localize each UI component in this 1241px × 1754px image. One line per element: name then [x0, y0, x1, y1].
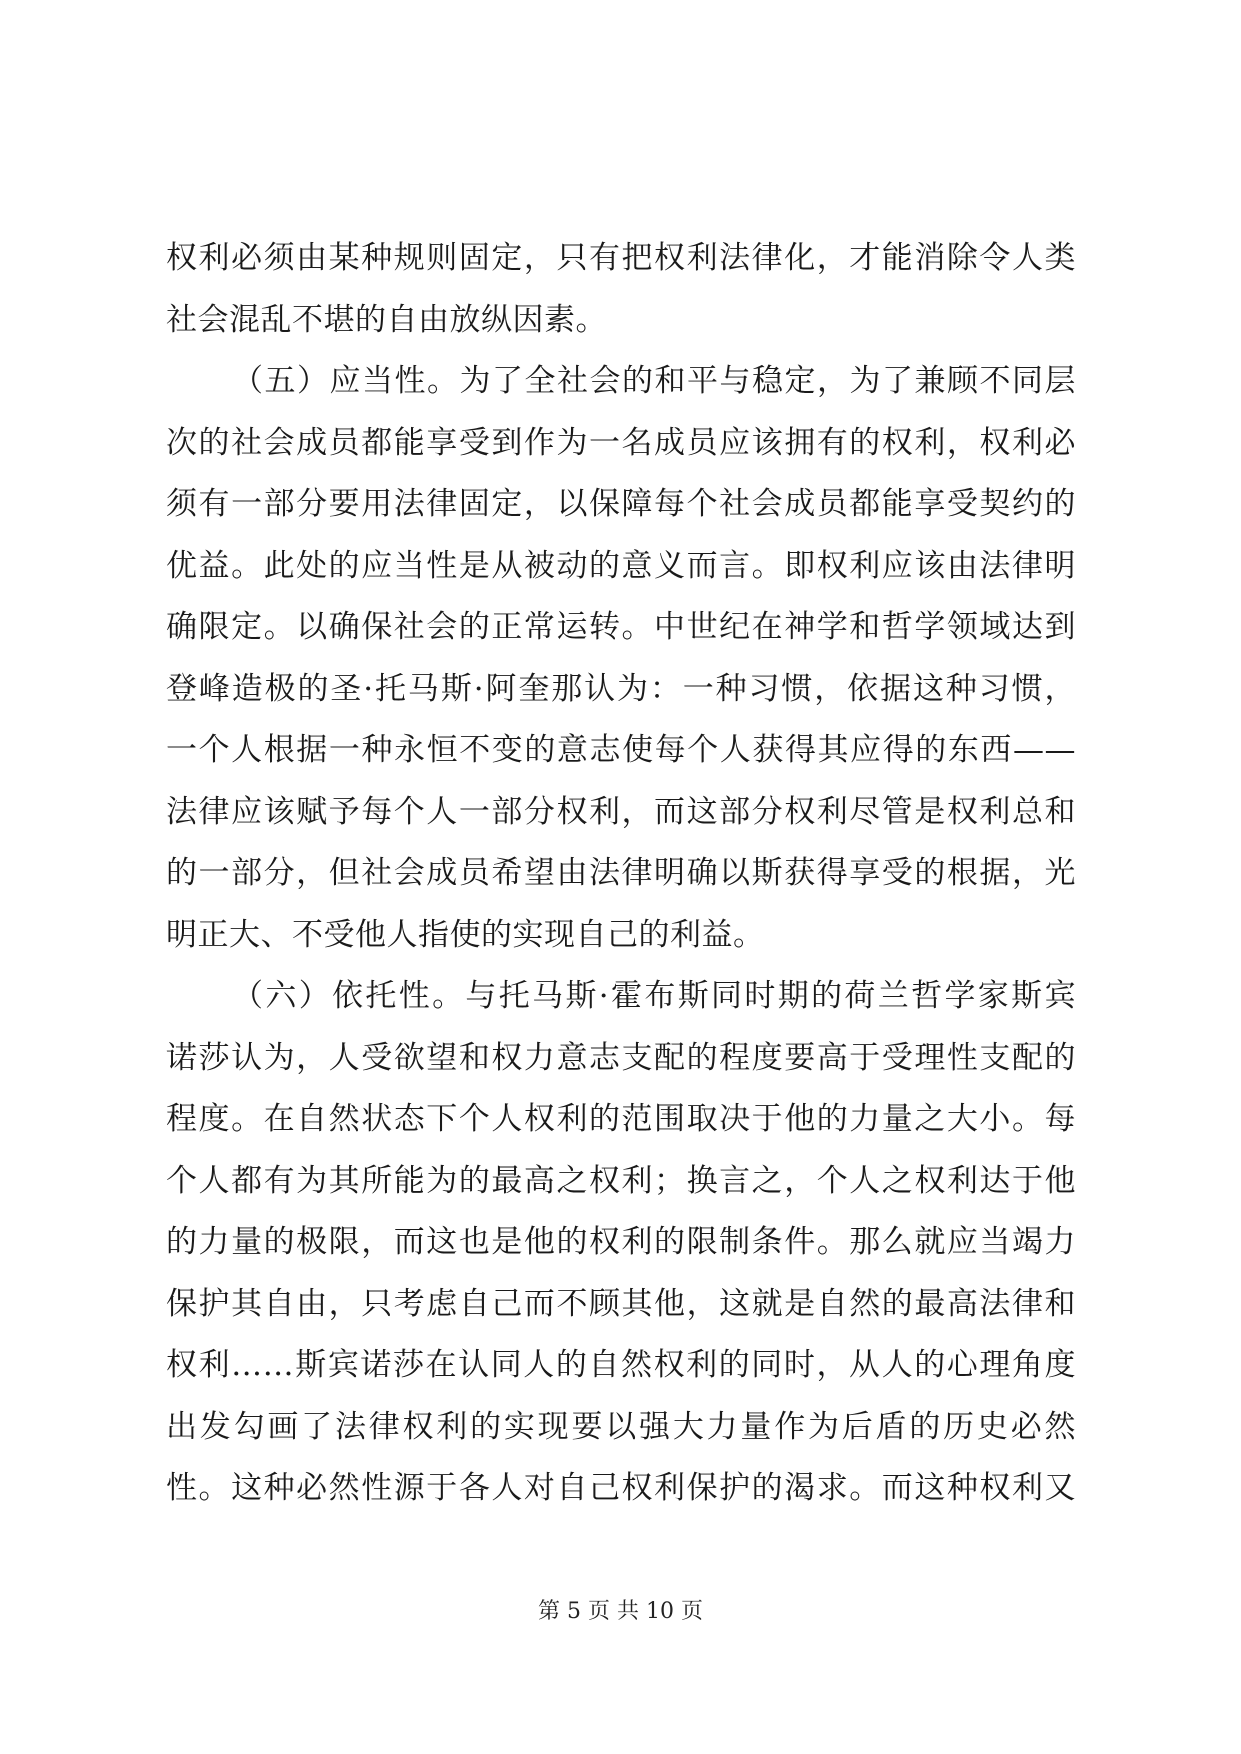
text-line: 个人都有为其所能为的最高之权利；换言之，个人之权利达于他 — [166, 1162, 1076, 1199]
body-text — [166, 228, 1076, 1520]
text-line: 出发勾画了法律权利的实现要以强大力量作为后盾的历史必然 — [166, 1408, 1076, 1445]
text-line: 优益。此处的应当性是从被动的意义而言。即权利应该由法律明 — [166, 547, 1076, 584]
text-line: 法律应该赋予每个人一部分权利，而这部分权利尽管是权利总和 — [166, 793, 1076, 830]
text-line: 明正大、不受他人指使的实现自己的利益。 — [166, 916, 765, 953]
paragraph-start-line: （五）应当性。为了全社会的和平与稳定，为了兼顾不同层 — [232, 363, 1076, 399]
text-line: 诺莎认为，人受欲望和权力意志支配的程度要高于受理性支配的 — [166, 1039, 1076, 1076]
text-line: 登峰造极的圣·托马斯·阿奎那认为：一种习惯，依据这种习惯， — [166, 670, 1076, 707]
text-line: 程度。在自然状态下个人权利的范围取决于他的力量之大小。每 — [166, 1101, 1076, 1137]
text-line: 的力量的极限，而这也是他的权利的限制条件。那么就应当竭力 — [166, 1224, 1076, 1260]
text-line: 性。这种必然性源于各人对自己权利保护的渴求。而这种权利又 — [166, 1470, 1076, 1506]
text-line: 一个人根据一种永恒不变的意志使每个人获得其应得的东西—— — [166, 732, 1076, 768]
paragraph-start-line: （六）依托性。与托马斯·霍布斯同时期的荷兰哲学家斯宾 — [232, 978, 1076, 1014]
text-line: 权利……斯宾诺莎在认同人的自然权利的同时，从人的心理角度 — [166, 1347, 1076, 1383]
page-number-footer: 第 5 页 共 10 页 — [538, 1599, 703, 1624]
text-line: 社会混乱不堪的自由放纵因素。 — [166, 301, 607, 338]
text-line: 确限定。以确保社会的正常运转。中世纪在神学和哲学领域达到 — [166, 609, 1076, 645]
text-line: 须有一部分要用法律固定，以保障每个社会成员都能享受契约的 — [166, 486, 1076, 522]
text-line: 保护其自由，只考虑自己而不顾其他，这就是自然的最高法律和 — [166, 1285, 1076, 1322]
text-line: 次的社会成员都能享受到作为一名成员应该拥有的权利，权利必 — [166, 424, 1076, 461]
text-line: 权利必须由某种规则固定，只有把权利法律化，才能消除令人类 — [166, 240, 1076, 276]
text-line: 的一部分，但社会成员希望由法律明确以斯获得享受的根据，光 — [166, 855, 1076, 891]
